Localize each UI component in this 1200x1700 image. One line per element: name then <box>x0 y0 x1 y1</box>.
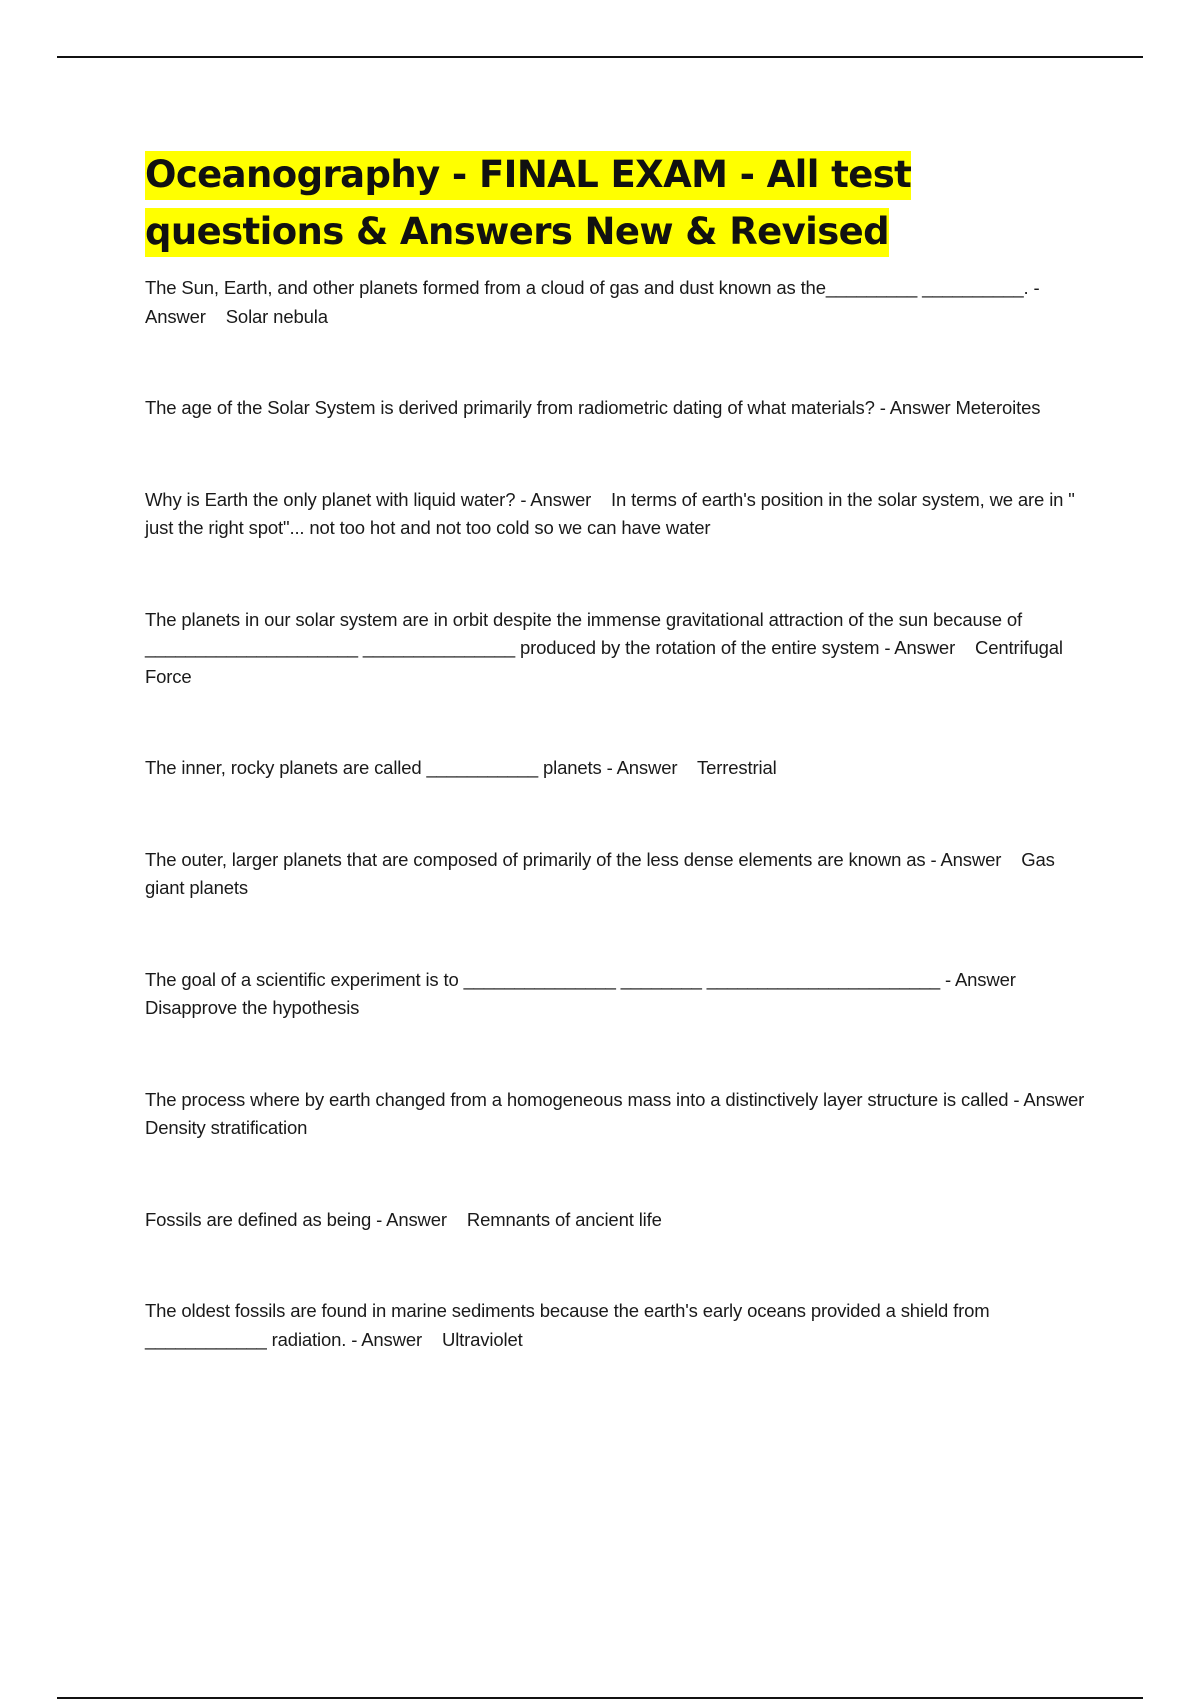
qa-item-5: The inner, rocky planets are called ___________ planets - Answer Terrestrial <box>145 757 777 778</box>
qa-item-9: Fossils are defined as being - Answer Remnants of ancient life <box>145 1208 662 1230</box>
qa-item-4: The planets in our solar system are in orbit despite the immense gravitational attraction of the sun because of _____________________ _______________ produced by the rotation of the entire system - Answer Centrifugal Force <box>145 608 1068 687</box>
top-rule <box>57 56 1143 58</box>
qa-item-10: The oldest fossils are found in marine sediments because the earth's early oceans provided a shield from ____________ radiation. - Answer Ultraviolet <box>145 1300 995 1350</box>
qa-item-8: The process where by earth changed from a homogeneous mass into a distinctively layer structure is called - Answer Density stratification <box>145 1088 1105 1138</box>
qa-item-7: The goal of a scientific experiment is to _______________ ________ _______________________ - Answer Disapprove the hypothesis <box>145 968 1021 1018</box>
qa-item-3: Why is Earth the only planet with liquid water? - Answer In terms of earth's position in the solar system, we are in " just the right spot"... not too hot and not too cold so we can have water <box>145 488 1080 538</box>
qa-item-2: The age of the Solar System is derived primarily from radiometric dating of what materials? - Answer Meteroites <box>145 397 1041 418</box>
document-title <box>145 146 1095 260</box>
qa-item-1: The Sun, Earth, and other planets formed from a cloud of gas and dust known as the_________ __________. - Answer Solar nebula <box>145 277 1044 327</box>
qa-item-6: The outer, larger planets that are composed of primarily of the less dense elements are known as - Answer Gas giant planets <box>145 848 1060 898</box>
bottom-rule <box>57 1697 1143 1699</box>
document-body <box>145 146 1105 1354</box>
title-highlight: Oceanography - FINAL EXAM - All test questions & Answers New & Revised <box>145 151 911 257</box>
